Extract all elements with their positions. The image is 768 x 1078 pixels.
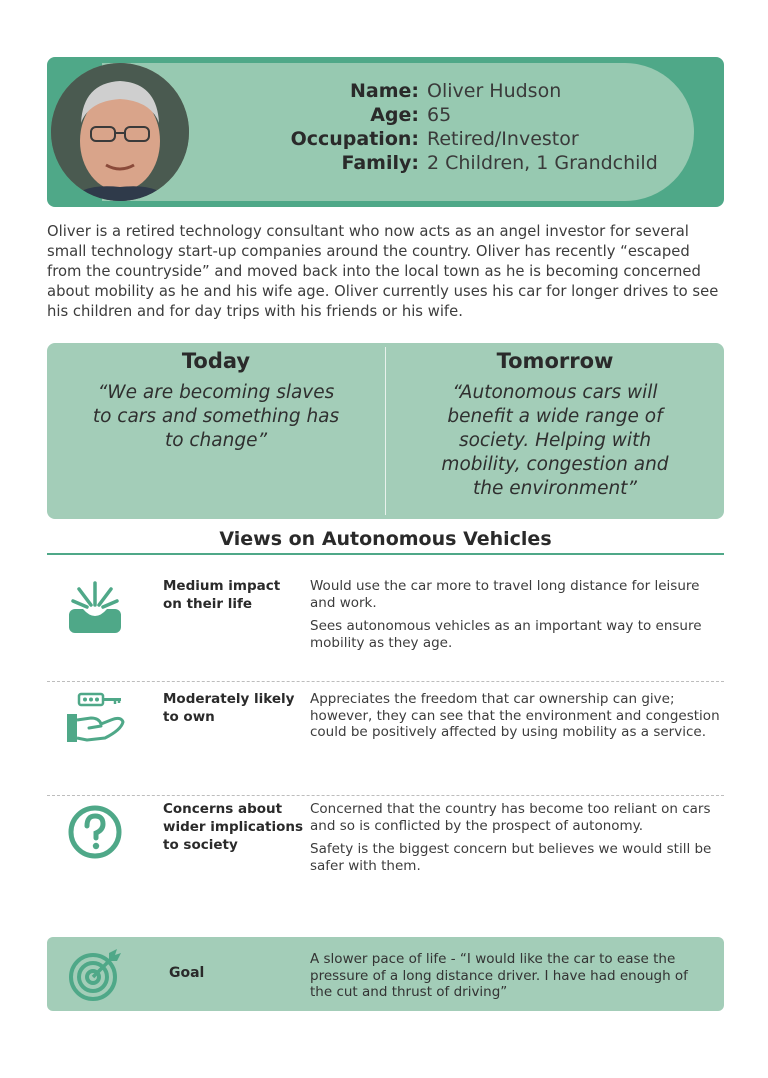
bio-paragraph: Oliver is a retired technology consultant who now acts as an angel investor for several small technology start-up companies around the country. Oliver has recently “escaped from the countryside” and moved back into the local town as he is becoming concerned about mobility as he and his wife age. Oliver currently uses his car for longer drives to see his children and for day trips with his friends or his wife. — [47, 223, 719, 320]
age-value: 65 — [427, 104, 452, 126]
divider — [47, 681, 724, 682]
view-text-line: Appreciates the freedom that car ownership can give; however, they can see that the environment and congestion could be positively affected by using mobility as a service. — [310, 691, 720, 740]
name-row — [247, 79, 658, 103]
family-value: 2 Children, 1 Grandchild — [427, 152, 658, 174]
avatar — [51, 63, 189, 201]
view-text-line: Concerned that the country has become too reliant on cars and so is conflicted by the prospect of autonomy. — [310, 801, 711, 834]
target-icon — [67, 947, 123, 1003]
age-label: Age: — [370, 104, 419, 126]
view-item-concerns — [47, 800, 724, 910]
views-underline — [47, 553, 724, 555]
view-text-line: Would use the car more to travel long distance for leisure and work. — [310, 578, 700, 611]
family-row — [247, 151, 658, 175]
occupation-value: Retired/Investor — [427, 128, 579, 150]
question-icon — [65, 802, 125, 862]
today-tomorrow-panel — [47, 343, 724, 519]
profile-header — [47, 57, 724, 207]
profile-info — [247, 79, 658, 175]
view-label: Medium impact on their life — [163, 578, 281, 612]
name-value: Oliver Hudson — [427, 80, 562, 102]
goal-panel — [47, 937, 724, 1011]
view-text-line: Safety is the biggest concern but believes we would still be safer with them. — [310, 841, 712, 874]
hand-key-icon — [65, 690, 125, 750]
view-label: Concerns about wider implications to society — [163, 801, 304, 853]
impact-icon — [65, 579, 125, 639]
tomorrow-title: Tomorrow — [496, 349, 614, 373]
family-label: Family: — [341, 152, 419, 174]
today-title: Today — [181, 349, 251, 373]
goal-label: Goal — [169, 965, 205, 981]
tomorrow-quote: “Autonomous cars will benefit a wide range of society. Helping with mobility, congestion and the environment” — [441, 382, 669, 499]
name-label: Name: — [349, 80, 419, 102]
tomorrow-column — [386, 343, 724, 519]
divider — [47, 795, 724, 796]
goal-text: A slower pace of life - “I would like the car to ease the pressure of a long distance driver. I have had enough of the cut and thrust of driving” — [310, 951, 688, 1000]
view-text-line: Sees autonomous vehicles as an important way to ensure mobility as they age. — [310, 618, 702, 651]
today-column — [47, 343, 385, 519]
age-row — [247, 103, 658, 127]
today-quote: “We are becoming slaves to cars and something has to change” — [92, 382, 340, 451]
portrait-illustration — [51, 63, 189, 201]
view-text — [310, 691, 728, 748]
view-label: Moderately likely to own — [163, 691, 295, 725]
occupation-label: Occupation: — [290, 128, 419, 150]
view-text — [310, 578, 728, 658]
occupation-row — [247, 127, 658, 151]
views-title: Views on Autonomous Vehicles — [219, 528, 552, 550]
view-item-impact — [47, 575, 724, 675]
view-item-ownership — [47, 690, 724, 790]
view-text — [310, 801, 728, 881]
